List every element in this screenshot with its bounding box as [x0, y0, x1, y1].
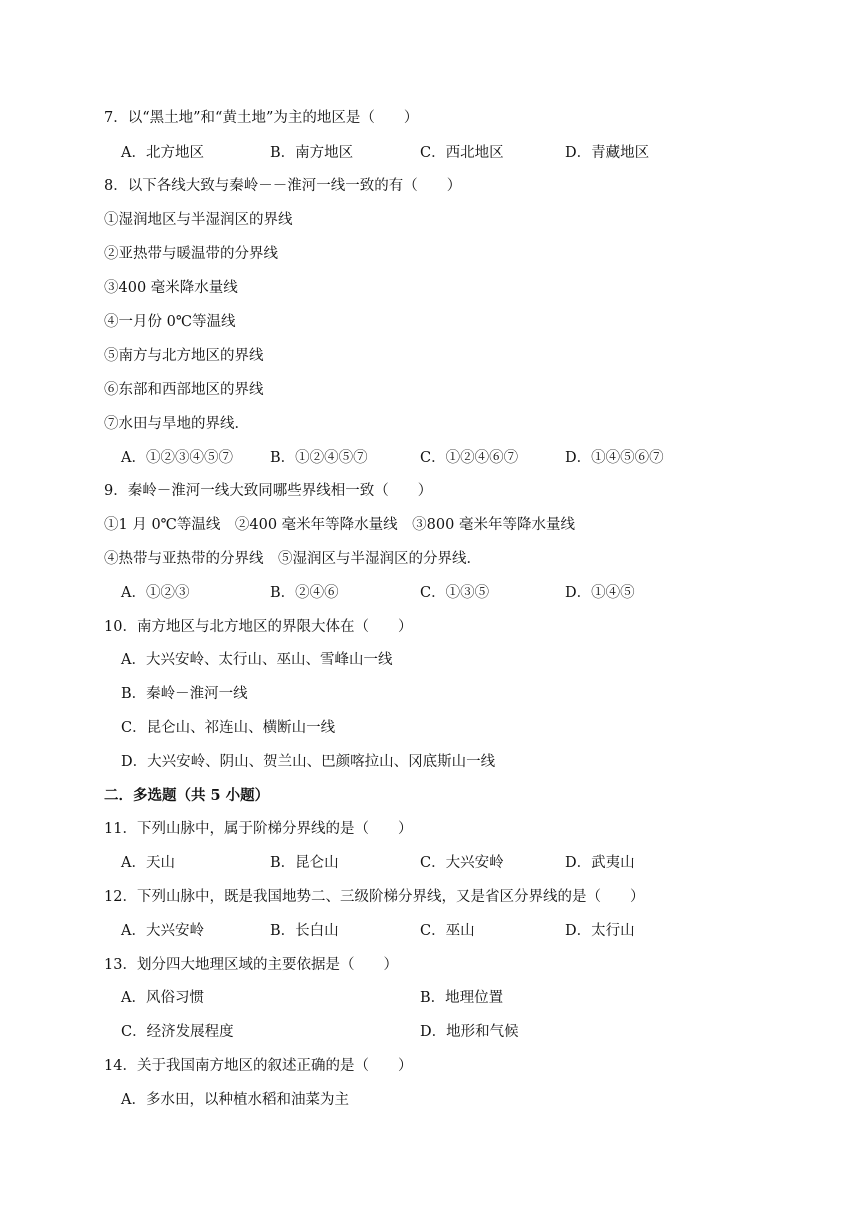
q13-option-b: B．地理位置 — [420, 990, 504, 1006]
q8-item-1: ①湿润地区与半湿润区的界线 — [104, 212, 293, 228]
q10-option-c: C．昆仑山、祁连山、横断山一线 — [121, 720, 336, 736]
q12-option-d: D．太行山 — [565, 923, 635, 939]
question-10-stem: 10．南方地区与北方地区的界限大体在（ ） — [104, 619, 413, 635]
q8-option-a: A．①②③④⑤⑦ — [121, 450, 233, 466]
q13-option-d: D．地形和气候 — [420, 1024, 519, 1040]
question-9-stem: 9．秦岭－淮河一线大致同哪些界线相一致（ ） — [104, 483, 433, 499]
q11-option-c: C．大兴安岭 — [420, 855, 504, 871]
q8-option-b: B．①②④⑤⑦ — [270, 450, 368, 466]
q9-option-d: D．①④⑤ — [565, 585, 635, 601]
q8-option-c: C．①②④⑥⑦ — [420, 450, 519, 466]
q9-option-c: C．①③⑤ — [420, 585, 490, 601]
q9-option-b: B．②④⑥ — [270, 585, 339, 601]
question-14-stem: 14．关于我国南方地区的叙述正确的是（ ） — [104, 1058, 413, 1074]
section-heading-multi-choice: 二．多选题（共 5 小题） — [104, 787, 270, 804]
q12-option-b: B．长白山 — [270, 923, 339, 939]
q8-item-2: ②亚热带与暖温带的分界线 — [104, 246, 278, 262]
q7-option-c: C．西北地区 — [420, 145, 504, 161]
q7-option-a: A．北方地区 — [121, 145, 204, 161]
q8-item-5: ⑤南方与北方地区的界线 — [104, 348, 264, 364]
question-8-stem: 8．以下各线大致与秦岭－－淮河一线一致的有（ ） — [104, 178, 462, 194]
q11-option-b: B．昆仑山 — [270, 855, 339, 871]
q10-option-d: D．大兴安岭、阴山、贺兰山、巴颜喀拉山、冈底斯山一线 — [121, 754, 496, 770]
q12-option-c: C．巫山 — [420, 923, 475, 939]
question-12-stem: 12．下列山脉中，既是我国地势二、三级阶梯分界线，又是省区分界线的是（ ） — [104, 889, 645, 905]
q13-option-a: A．风俗习惯 — [121, 990, 204, 1006]
q7-option-b: B．南方地区 — [270, 145, 354, 161]
q14-option-a: A．多水田，以种植水稻和油菜为主 — [121, 1092, 349, 1108]
q7-option-d: D．青藏地区 — [565, 145, 650, 161]
q8-item-3: ③400 毫米降水量线 — [104, 280, 238, 296]
q12-option-a: A．大兴安岭 — [121, 923, 204, 939]
q8-item-6: ⑥东部和西部地区的界线 — [104, 382, 264, 398]
q9-option-a: A．①②③ — [121, 585, 190, 601]
question-11-stem: 11．下列山脉中，属于阶梯分界线的是（ ） — [104, 821, 413, 837]
q11-option-d: D．武夷山 — [565, 855, 635, 871]
q8-option-d: D．①④⑤⑥⑦ — [565, 450, 664, 466]
q10-option-b: B．秦岭－淮河一线 — [121, 686, 248, 702]
q9-items-line-2: ④热带与亚热带的分界线 ⑤湿润区与半湿润区的分界线． — [104, 551, 481, 567]
q9-items-line-1: ①1 月 0℃等温线 ②400 毫米年等降水量线 ③800 毫米年等降水量线 — [104, 517, 575, 533]
q11-option-a: A．天山 — [121, 855, 175, 871]
q8-item-7: ⑦水田与旱地的界线． — [104, 416, 249, 432]
q13-option-c: C．经济发展程度 — [121, 1024, 234, 1040]
q10-option-a: A．大兴安岭、太行山、巫山、雪峰山一线 — [121, 652, 393, 668]
question-13-stem: 13．划分四大地理区域的主要依据是（ ） — [104, 957, 398, 973]
question-7-stem: 7．以“黑土地”和“黄土地”为主的地区是（ ） — [104, 110, 419, 126]
q8-item-4: ④一月份 0℃等温线 — [104, 314, 236, 330]
